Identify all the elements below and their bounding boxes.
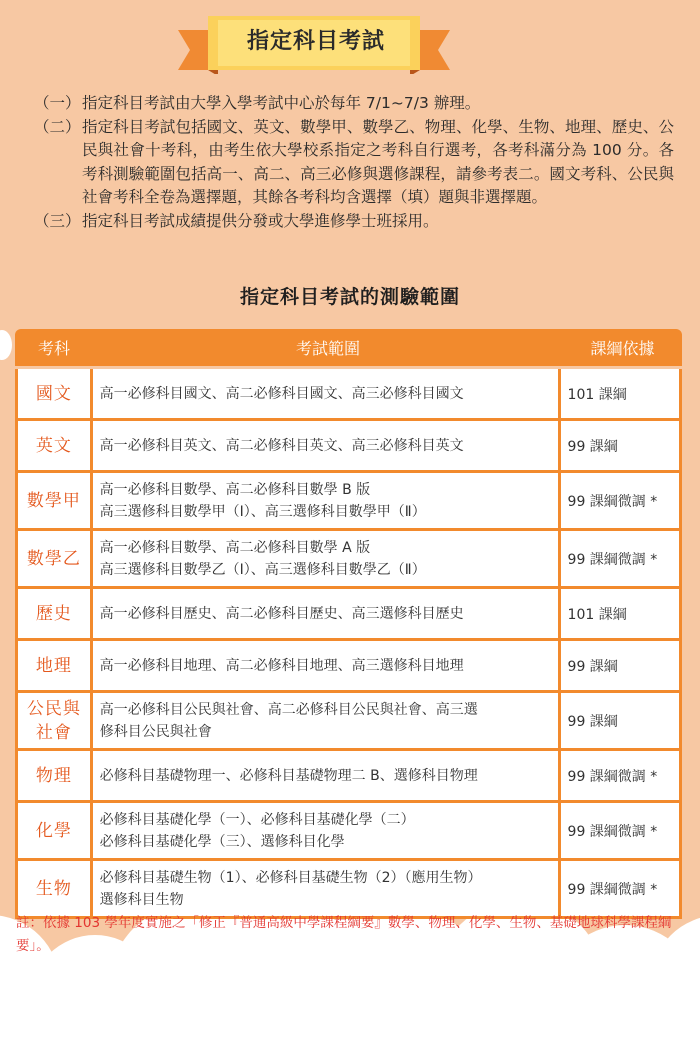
- range-line: 高三選修科目數學乙（Ⅰ）、高三選修科目數學乙（Ⅱ）: [99, 561, 426, 578]
- intro-number: （一）: [34, 94, 81, 112]
- intro-item: [34, 116, 674, 210]
- table-header: [15, 329, 682, 366]
- table-row: [18, 473, 679, 528]
- range-cell: [93, 369, 558, 418]
- basis-cell: 99 課綱微調 *: [561, 803, 679, 858]
- subject-cell: 地理: [18, 641, 90, 690]
- basis-cell: 99 課綱微調 *: [561, 473, 679, 528]
- intro-number: （二）: [34, 117, 81, 136]
- range-line: 必修科目基礎生物（1）、必修科目基礎生物（2）（應用生物）: [99, 869, 482, 886]
- table-row: [18, 751, 679, 800]
- intro-item: [34, 210, 674, 234]
- table-row: [18, 421, 679, 470]
- range-cell: [93, 531, 558, 586]
- basis-cell: 99 課綱微調 *: [561, 531, 679, 586]
- range-line: 高一必修科目數學、高二必修科目數學 B 版: [99, 481, 371, 498]
- table-row: [18, 693, 679, 748]
- range-cell: [93, 421, 558, 470]
- subject-cell: 化學: [18, 803, 90, 858]
- basis-cell: 99 課綱微調 *: [561, 751, 679, 800]
- range-cell: [93, 861, 558, 916]
- range-line: 高一必修科目地理、高二必修科目地理、高三選修科目地理: [99, 657, 464, 674]
- section-title: 指定科目考試的測驗範圍: [239, 286, 460, 308]
- table-row: [18, 641, 679, 690]
- basis-cell: 101 課綱: [561, 589, 679, 638]
- basis-cell: 99 課綱: [561, 641, 679, 690]
- range-line: 必修科目基礎化學（三）、選修科目化學: [99, 833, 345, 850]
- page-title: 指定科目考試: [246, 28, 385, 54]
- intro-item: [34, 92, 674, 116]
- subject-cell: 數學乙: [18, 531, 90, 586]
- subject-cell: 物理: [18, 751, 90, 800]
- range-line: 高一必修科目歷史、高二必修科目歷史、高三選修科目歷史: [99, 605, 464, 622]
- subject-cell: 歷史: [18, 589, 90, 638]
- range-line: 必修科目基礎物理一、必修科目基礎物理二 B、選修科目物理: [99, 767, 478, 784]
- subject-cell: 生物: [18, 861, 90, 916]
- range-line: 高一必修科目數學、高二必修科目數學 A 版: [99, 539, 371, 556]
- basis-cell: 101 課綱: [561, 369, 679, 418]
- subject-cell: 國文: [18, 369, 90, 418]
- range-cell: [93, 473, 558, 528]
- range-cell: [93, 693, 558, 748]
- range-line: 高一必修科目國文、高二必修科目國文、高三必修科目國文: [99, 385, 464, 402]
- basis-cell: 99 課綱微調 *: [561, 861, 679, 916]
- range-line: 高一必修科目公民與社會、高二必修科目公民與社會、高三選: [99, 701, 478, 718]
- subject-cell: 英文: [18, 421, 90, 470]
- range-cell: [93, 589, 558, 638]
- range-line: 選修科目生物: [99, 891, 184, 908]
- footnote: 註：依據 103 學年度實施之「修正『普通高級中學課程綱要』數學、物理、化學、生物、基礎地球科學課程綱要」。: [16, 915, 672, 954]
- table-body: [15, 369, 682, 919]
- table-row: [18, 861, 679, 916]
- table-row: [18, 589, 679, 638]
- exam-scope-table: [15, 329, 682, 919]
- header-range: 考試範圍: [295, 339, 360, 358]
- table-row: [18, 369, 679, 418]
- range-line: 必修科目基礎化學（一）、必修科目基礎化學（二）: [99, 811, 415, 828]
- range-cell: [93, 641, 558, 690]
- range-cell: [93, 803, 558, 858]
- intro-list: [34, 92, 674, 233]
- intro-text: 指定科目考試由大學入學考試中心於每年 7/1~7/3 辦理。: [82, 94, 481, 112]
- intro-text: 指定科目考試包括國文、英文、數學甲、數學乙、物理、化學、生物、地理、歷史、公民與社會十考科，由考生依大學校系指定之考科自行選考，各考科滿分為 100 分。各考科測驗範圍包括高一、高二、高三必修與選修課程，請參考表二。國文考科、公民與社會考科全卷為選擇題，其餘各考科均含選擇（填）題與非選擇題。: [82, 117, 674, 206]
- intro-number: （三）: [34, 211, 81, 230]
- basis-cell: 99 課綱: [561, 421, 679, 470]
- range-line: 高三選修科目數學甲（Ⅰ）、高三選修科目數學甲（Ⅱ）: [99, 503, 426, 520]
- header-subject: 考科: [37, 339, 70, 358]
- intro-text: 指定科目考試成績提供分發或大學進修學士班採用。: [82, 211, 439, 230]
- table-row: [18, 531, 679, 586]
- table-row: [18, 803, 679, 858]
- subject-cell: 公民與社會: [18, 693, 90, 748]
- header-basis: 課綱依據: [590, 339, 655, 358]
- subject-cell: 數學甲: [18, 473, 90, 528]
- range-line: 高一必修科目英文、高二必修科目英文、高三必修科目英文: [99, 437, 464, 454]
- range-line: 修科目公民與社會: [99, 723, 212, 740]
- basis-cell: 99 課綱: [561, 693, 679, 748]
- range-cell: [93, 751, 558, 800]
